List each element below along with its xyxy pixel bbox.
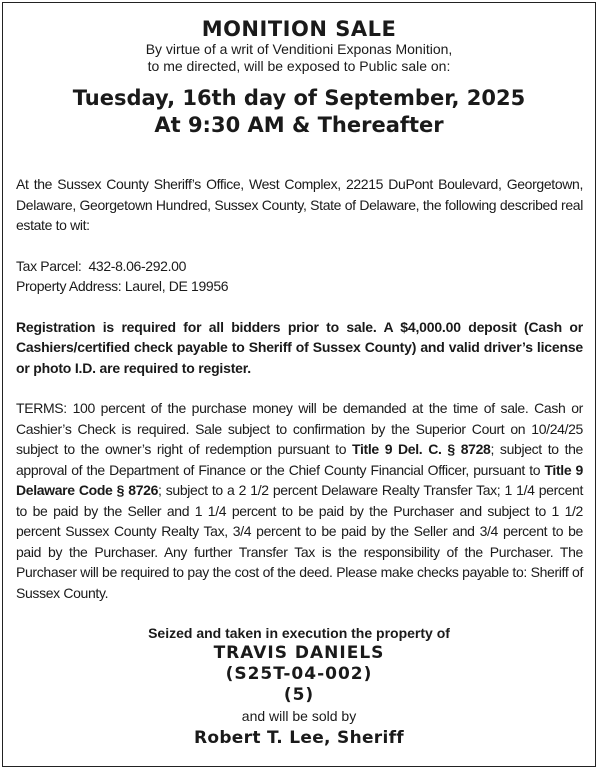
- sale-time: At 9:30 AM & Thereafter: [154, 113, 444, 137]
- sheriff-name: Robert T. Lee, Sheriff: [193, 728, 405, 748]
- notice-frame: [2, 2, 596, 767]
- tax-parcel-label: Tax Parcel:: [16, 257, 82, 274]
- property-address-label: Property Address:: [16, 278, 122, 294]
- registration-paragraph: Registration is required for all bidders prior to sale. A $4,000.00 deposit (Cash or Cashiers/certified check payable to Sheriff of Sussex County) and valid driver’s license or photo I.D. are required to register.: [16, 318, 583, 376]
- terms-part-2: ; subject to the approval of the Department of Finance or the Chief County Financial Officer, pursuant to: [16, 441, 583, 478]
- property-address-value: Laurel, DE 19956: [124, 278, 229, 294]
- terms-part-1: TERMS: 100 percent of the purchase money will be demanded at the time of sale. Cash or Cashier’s Check is required. Sale subject to confirmation by the Superior Court on 10/24/25 subject to the owner’s right of redemption pursuant to: [16, 400, 583, 457]
- notice-title: MONITION SALE: [201, 17, 397, 41]
- statute-ref-1: Title 9 Del. C. § 8728: [352, 441, 491, 457]
- notice-body: [3, 174, 595, 603]
- location-paragraph: At the Sussex County Sheriff’s Office, West Complex, 22215 DuPont Boulevard, Georgetown, Delaware, Georgetown Hundred, Sussex County, State of Delaware, the following described real estate to wit:: [16, 176, 583, 233]
- sale-number: (5): [283, 685, 315, 705]
- intro-line-2: to me directed, will be exposed to Public sale on:: [147, 58, 451, 74]
- sold-by-line: and will be sold by: [241, 708, 357, 724]
- tax-parcel-line: [16, 256, 583, 277]
- defendant-name: TRAVIS DANIELS: [213, 643, 385, 663]
- tax-parcel-value: 432-8.06-292.00: [88, 257, 187, 274]
- statute-ref-2: Title 9 Delaware Code § 8726: [16, 461, 583, 498]
- sale-date: Tuesday, 16th day of September, 2025: [72, 86, 526, 110]
- seized-line: Seized and taken in execution the property of: [148, 625, 450, 641]
- intro-line-1: By virtue of a writ of Venditioni Exponas Monition,: [145, 41, 453, 57]
- terms-paragraph: [16, 398, 583, 603]
- terms-part-3: ; subject to a 2 1/2 percent Delaware Realty Transfer Tax; 1 1/4 percent to be paid by the Seller and 1 1/4 percent to be paid by the Purchaser and subject to 1 1/2 percent Sussex County Realty Tax, 3/4 percent to be paid by the Seller and 3/4 percent to be paid by the Purchaser. Any further Transfer Tax is the responsibility of the Purchaser. The Purchaser will be required to pay the cost of the deed. Please make checks payable to: Sheriff of Sussex County.: [16, 482, 583, 601]
- case-number: (S25T-04-002): [225, 664, 373, 684]
- property-address-line: [16, 276, 583, 297]
